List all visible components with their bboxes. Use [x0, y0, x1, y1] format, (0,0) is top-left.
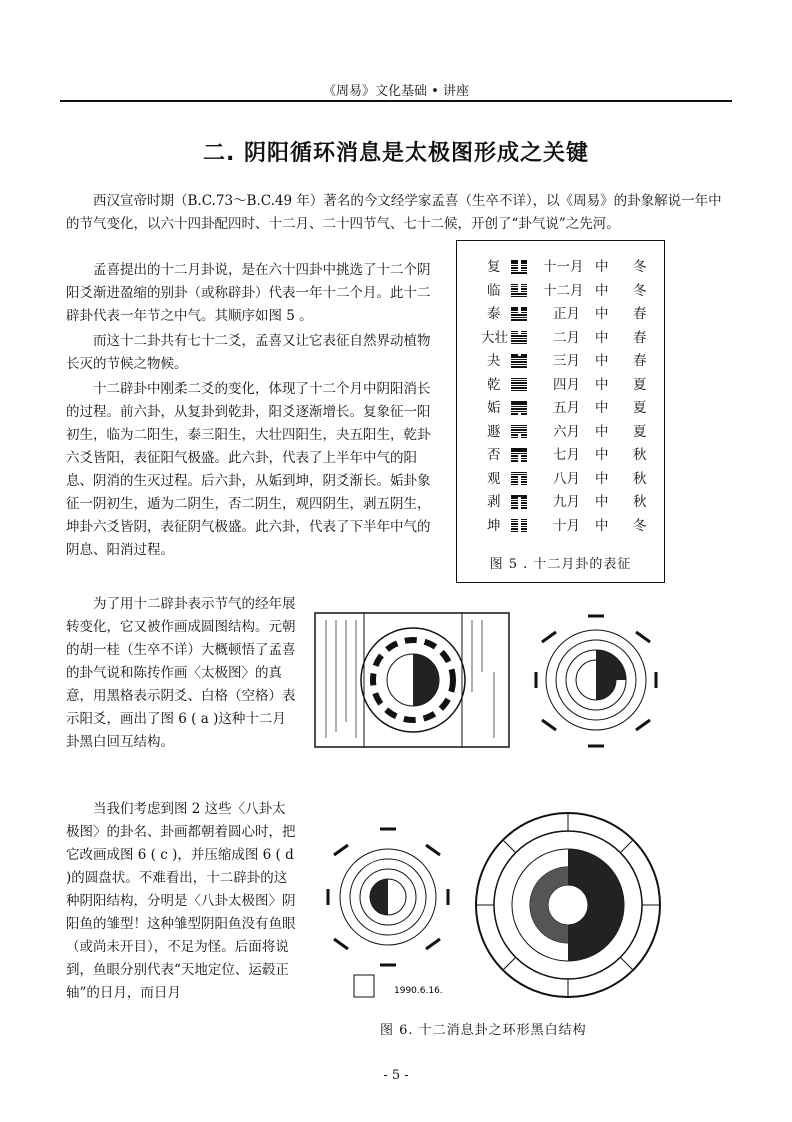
hexagram-name: 剥: [487, 494, 501, 510]
table-row: [457, 467, 664, 489]
hexagram-symbol-icon: [511, 377, 527, 391]
season-label: 秋: [633, 494, 647, 510]
hexagram-symbol-icon: [511, 283, 527, 297]
hexagram-symbol-icon: [511, 518, 527, 532]
header-rule: [60, 100, 732, 102]
month-label: 九月: [553, 494, 580, 510]
month-label: 四月: [553, 376, 580, 393]
running-header: 《周易》文化基础 • 讲座: [323, 84, 469, 99]
hexagram-symbol-icon: [511, 424, 527, 438]
zhongqi-label: 中: [595, 259, 609, 275]
month-label: 二月: [553, 329, 580, 346]
season-label: 春: [633, 353, 647, 369]
table-row: [457, 490, 664, 512]
figure-6a-panel: [314, 612, 510, 752]
section-title: 二. 阴阳循环消息是太极图形成之关键: [202, 141, 590, 166]
table-row: [457, 349, 664, 371]
figure-6c-panel: [314, 815, 464, 1005]
season-label: 夏: [633, 400, 647, 416]
table-caption: 图 5 . 十二月卦的表征: [489, 557, 632, 572]
month-label: 十月: [553, 517, 580, 534]
month-label: 八月: [553, 470, 580, 487]
month-label: 六月: [553, 423, 580, 440]
season-label: 冬: [633, 259, 647, 275]
zhongqi-label: 中: [595, 306, 609, 322]
paragraph-5: 为了用十二辟卦表示节气的经年展转变化，它又被作画成圆图结构。元朝的胡一桂（生卒不详）大概顿悟了孟喜的卦气说和陈抟作画〈太极图〉的真意，用黑格表示阴爻、白格（空格）表示阳爻，画出了图 6 ( a )这种十二月卦黑白回互结构。: [66, 596, 296, 750]
season-label: 夏: [633, 423, 647, 440]
hexagram-symbol-icon: [511, 353, 527, 367]
table-row: [457, 255, 664, 277]
table-row: [457, 279, 664, 301]
season-label: 冬: [633, 282, 647, 299]
table-row: [457, 514, 664, 536]
season-label: 秋: [633, 470, 647, 487]
month-label: 十一月: [543, 259, 584, 275]
paragraph-1: 西汉宣帝时期（B.C.73～B.C.49 年）著名的今文经学家孟喜（生卒不详），以《周易》的卦象解说一年中的节气变化，以六十四卦配四时、十二月、二十四节气、七十二候，开创了“卦气说”之先河。: [66, 193, 722, 232]
month-label: 五月: [553, 400, 580, 416]
table-row: [457, 373, 664, 395]
figure-6d-panel: [472, 795, 666, 1005]
table-row: [457, 302, 664, 324]
hexagram-symbol-icon: [511, 471, 527, 485]
page-number: - 5 -: [383, 1068, 409, 1083]
zhongqi-label: 中: [595, 376, 609, 393]
month-label: 正月: [553, 306, 580, 322]
month-label: 三月: [553, 353, 580, 369]
figure-6-caption: 图 6. 十二消息卦之环形黑白结构: [380, 1023, 587, 1038]
season-label: 夏: [633, 376, 647, 393]
table-row: [457, 326, 664, 348]
hexagram-name: 乾: [487, 376, 501, 393]
hexagram-symbol-icon: [511, 494, 527, 508]
hexagram-name: 复: [487, 259, 501, 275]
hexagram-symbol-icon: [511, 447, 527, 461]
hexagram-symbol-icon: [511, 306, 527, 320]
hexagram-name: 姤: [487, 400, 501, 416]
hexagram-name: 遯: [487, 423, 501, 440]
table-row: [457, 420, 664, 442]
hexagram-name: 坤: [487, 517, 501, 534]
figure-date-note: 1990.6.16.: [394, 986, 443, 996]
season-label: 秋: [633, 447, 647, 463]
hexagram-name: 观: [487, 470, 501, 487]
zhongqi-label: 中: [595, 470, 609, 487]
hexagram-name: 临: [487, 282, 501, 299]
hexagram-symbol-icon: [511, 330, 527, 344]
month-label: 七月: [553, 447, 580, 463]
season-label: 春: [633, 306, 647, 322]
zhongqi-label: 中: [595, 423, 609, 440]
zhongqi-label: 中: [595, 353, 609, 369]
hexagram-name: 否: [487, 447, 501, 463]
twelve-month-hexagram-table: [456, 240, 665, 583]
paragraph-3: 而这十二卦共有七十二爻，孟喜又让它表征自然界动植物长灭的节候之物候。: [66, 333, 431, 372]
table-row: [457, 396, 664, 418]
paragraph-4: 十二辟卦中刚柔二爻的变化，体现了十二个月中阴阳消长的过程。前六卦，从复卦到乾卦，阳爻逐渐增长。复象征一阳初生，临为二阳生，泰三阳生，大壮四阳生，夬五阳生，乾卦六爻皆阳，表征阳气极盛。此六卦，代表了上半年中气的阳息、阴消的生灭过程。后六卦，从姤到坤，阴爻渐长。姤卦象征一阴初生，遁为二阴生，否二阴生，观四阴生，剥五阴生，坤卦六爻皆阴，表征阴气极盛。此六卦，代表了下半年中气的阴息、阳消过程。: [66, 381, 431, 558]
season-label: 冬: [633, 517, 647, 534]
hexagram-symbol-icon: [511, 400, 527, 414]
figure-6b-panel: [526, 602, 666, 752]
season-label: 春: [633, 329, 647, 346]
zhongqi-label: 中: [595, 447, 609, 463]
paragraph-2: 孟喜提出的十二月卦说，是在六十四卦中挑选了十二个阴阳爻渐进盈缩的别卦（或称辟卦）代表一年十二个月。此十二辟卦代表一年节之中气。其顺序如图 5 。: [66, 262, 431, 324]
hexagram-symbol-icon: [511, 259, 527, 273]
zhongqi-label: 中: [595, 400, 609, 416]
zhongqi-label: 中: [595, 494, 609, 510]
zhongqi-label: 中: [595, 282, 609, 299]
zhongqi-label: 中: [595, 329, 609, 346]
zhongqi-label: 中: [595, 517, 609, 534]
month-label: 十二月: [543, 282, 584, 299]
hexagram-name: 泰: [487, 306, 501, 322]
table-row: [457, 443, 664, 465]
hexagram-name: 夬: [487, 353, 501, 369]
hexagram-name: 大壮: [481, 329, 508, 346]
paragraph-6: 当我们考虑到图 2 这些〈八卦太极图〉的卦名、卦画都朝着圆心时，把它改画成图 6 ( c )，并压缩成图 6 ( d )的圆盘状。不难看出，十二辟卦的这种阴阳结构，分明是〈八卦太极图〉阴阳鱼的雏型！这种雏型阴阳鱼没有鱼眼（或尚未开目），不足为怪。后面将说到，鱼眼分别代表“天地定位、运毂正轴”的日月，而日月: [66, 801, 296, 1001]
